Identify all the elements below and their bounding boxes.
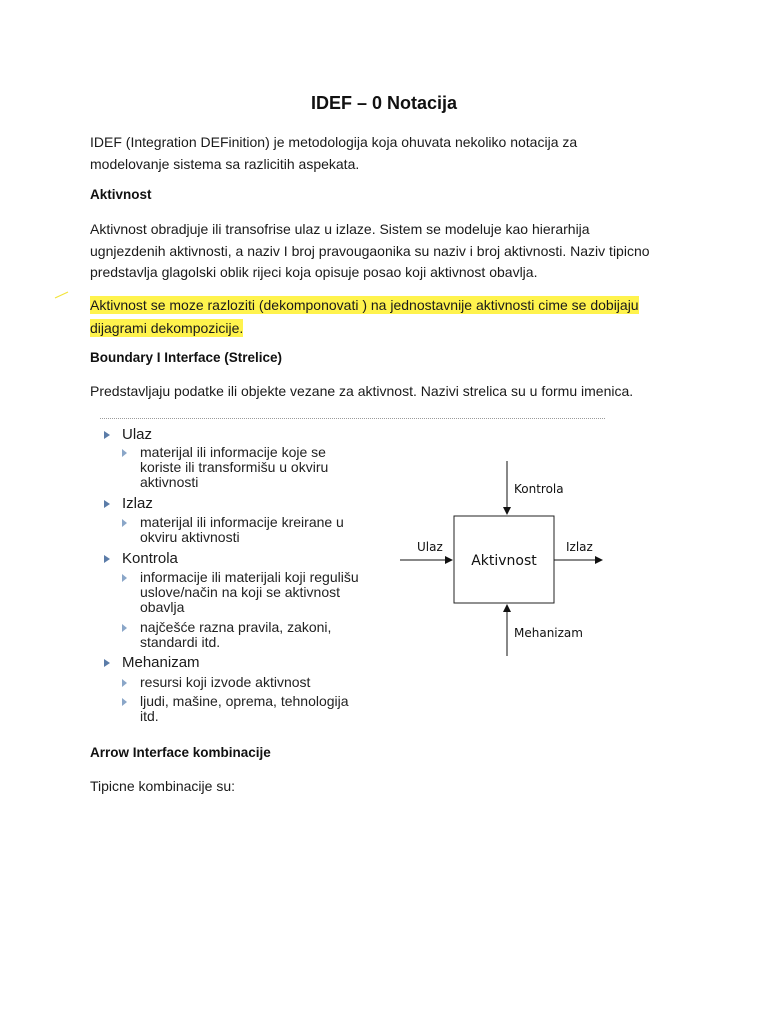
control-label: Kontrola [514, 482, 564, 496]
heading-arrow-interface: Arrow Interface kombinacije [90, 745, 271, 760]
slide-top-divider [100, 418, 605, 419]
bullet-arrow-icon [104, 659, 110, 667]
output-label: Izlaz [566, 540, 593, 554]
sub-bullet-arrow-icon [122, 519, 127, 527]
aktivnost-paragraph [90, 219, 690, 284]
aktivnost-line: predstavlja glagolski oblik rijeci koja opisuje posao koji aktivnost obavlja. [90, 264, 538, 280]
sub-bullet-line: obavlja [140, 599, 185, 615]
boundary-paragraph: Predstavljaju podatke ili objekte vezane za aktivnost. Nazivi strelica su u formu imenica. [90, 383, 634, 399]
sub-bullet-arrow-icon [122, 679, 127, 687]
sub-bullet-line: aktivnosti [140, 474, 199, 490]
sub-bullet-line: itd. [140, 708, 159, 724]
bullet-arrow-icon [104, 431, 110, 439]
sub-bullet-line: ljudi, mašine, oprema, tehnologija [140, 693, 349, 709]
kombinacije-paragraph: Tipicne kombinacije su: [90, 778, 235, 794]
aktivnost-line: Aktivnost obradjuje ili transofrise ulaz u izlaze. Sistem se modeluje kao hierarhija [90, 221, 590, 237]
document-title: IDEF – 0 Notacija [310, 93, 458, 113]
activity-box-label: Aktivnost [471, 553, 537, 569]
bullet-label: Izlaz [122, 495, 153, 512]
sub-bullet-line: materijal ili informacije kreirane u [140, 514, 344, 530]
sub-bullet-arrow-icon [122, 574, 127, 582]
heading-boundary-interface: Boundary I Interface (Strelice) [90, 350, 283, 365]
sub-bullet-line: okviru aktivnosti [140, 529, 240, 545]
highlighted-paragraph [90, 294, 690, 340]
pen-mark [54, 290, 70, 300]
sub-bullet-line: resursi koji izvode aktivnost [140, 674, 311, 690]
sub-bullet-line: informacije ili materijali koji regulišu [140, 569, 359, 585]
highlighted-line: Aktivnost se moze razloziti (dekomponovati ) na jednostavnije aktivnosti cime se dobijaju [90, 297, 639, 313]
sub-bullet-line: koriste ili transformišu u okviru [140, 459, 329, 475]
sub-bullet-line: najčešće razna pravila, zakoni, [140, 619, 332, 635]
sub-bullet-line: uslove/način na koji se aktivnost [140, 584, 340, 600]
bullet-label: Ulaz [122, 426, 153, 443]
sub-bullet-line: materijal ili informacije koje se [140, 444, 326, 460]
highlighted-line: dijagrami dekompozicije. [90, 320, 244, 336]
intro-paragraph [90, 132, 690, 175]
sub-bullet-arrow-icon [122, 449, 127, 457]
sub-bullet-arrow-icon [122, 698, 127, 706]
bullet-arrow-icon [104, 500, 110, 508]
bullet-label: Mehanizam [122, 654, 200, 671]
bullet-arrow-icon [104, 555, 110, 563]
sub-bullet-arrow-icon [122, 624, 127, 632]
intro-line: IDEF (Integration DEFinition) je metodologija koja ohuvata nekoliko notacija za [90, 134, 578, 150]
heading-aktivnost: Aktivnost [90, 187, 152, 202]
mechanism-label: Mehanizam [514, 626, 583, 640]
idef0-diagram [400, 455, 610, 665]
intro-line: modelovanje sistema sa razlicitih aspekata. [90, 155, 360, 172]
input-label: Ulaz [417, 540, 443, 554]
sub-bullet-line: standardi itd. [140, 634, 221, 650]
bullet-label: Kontrola [122, 550, 178, 567]
aktivnost-line: ugnjezdenih aktivnosti, a naziv I broj pravougaonika su naziv i broj aktivnosti. Naziv tipicno [90, 242, 650, 259]
